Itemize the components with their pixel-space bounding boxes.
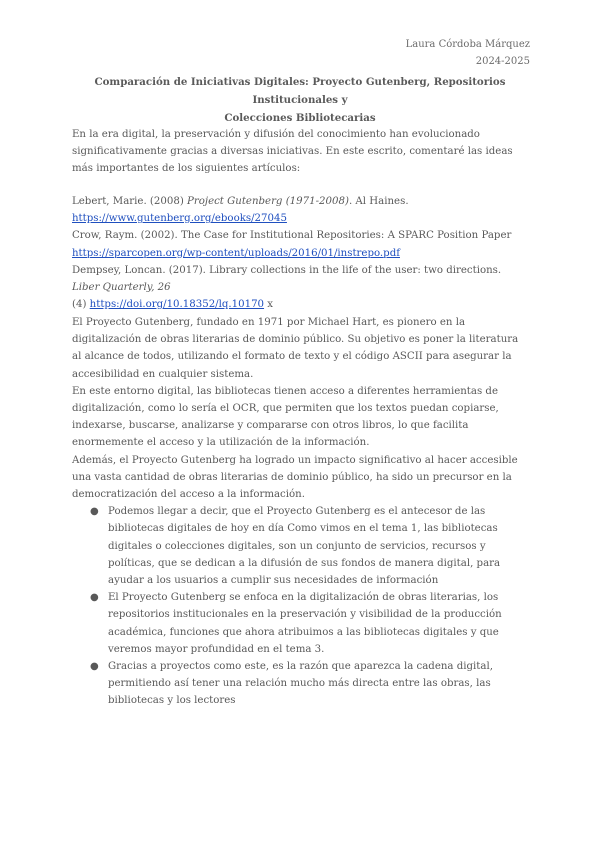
list-item <box>72 658 530 710</box>
title-line-2: Colecciones Bibliotecarias <box>224 112 376 124</box>
document-title <box>80 73 520 127</box>
bullet-icon: ● <box>90 661 99 673</box>
reference-2 <box>72 227 530 244</box>
reference-1 <box>72 193 530 210</box>
reference-3-journal: Liber Quarterly, 26 <box>72 282 171 294</box>
reference-3-text: Dempsey, Loncan. (2017). Library collections in the life of the user: two directions. <box>72 264 502 276</box>
list-item-text: Gracias a proyectos como este, es la razón que aparezca la cadena digital, permitiendo así tener una relación mucho más directa entre las obras, las bibliotecas y los lectores <box>108 661 493 707</box>
main-paragraph-1: El Proyecto Gutenberg, fundado en 1971 por Michael Hart, es pionero en la digitalización de obras literarias de dominio público. Su objetivo es poner la literatura al alcance de todos, utilizando el formato de texto y el código ASCII para asegurar la accesibilidad en cualquier sistema. <box>72 317 519 380</box>
reference-1-text: Lebert, Marie. (2008) <box>72 196 188 207</box>
list-item <box>72 589 530 658</box>
list-item <box>72 503 530 589</box>
academic-year: 2024-2025 <box>475 56 530 67</box>
reference-1-link-line <box>72 210 530 227</box>
reference-3 <box>72 262 530 296</box>
bullet-icon: ● <box>90 592 99 604</box>
reference-3-suffix: x <box>264 299 274 311</box>
intro-section <box>72 126 530 178</box>
reference-1-link[interactable]: https://www.gutenberg.org/ebooks/27045 <box>72 213 287 225</box>
intro-paragraph: En la era digital, la preservación y difusión del conocimiento han evolucionado significativamente gracias a diversas iniciativas. En este escrito, comentaré las ideas más importantes de los siguientes artículos: <box>72 129 513 175</box>
reference-2-text: Crow, Raym. (2002). The Case for Institutional Repositories: A SPARC Position Paper <box>72 230 512 242</box>
list-item-text: El Proyecto Gutenberg se enfoca en la digitalización de obras literarias, los repositorios institucionales en la preservación y visibilidad de la producción académica, funciones que ahora atribuimos a las bibliotecas digitales y que veremos mayor profundidad en el tema 3. <box>108 592 502 655</box>
reference-3-link[interactable]: https://doi.org/10.18352/lq.10170 <box>89 299 265 311</box>
main-paragraph-3: Además, el Proyecto Gutenberg ha logrado un impacto significativo al hacer accesible una vasta cantidad de obras literarias de dominio público, ha sido un precursor en la democratización del acceso a la información. <box>72 454 518 501</box>
page-header <box>406 36 530 70</box>
main-paragraph-2: En este entorno digital, las bibliotecas tienen acceso a diferentes herramientas de digitalización, como lo sería el OCR, que permiten que los textos puedan copiarse, indexarse, buscarse, analizarse y compararse con otros libros, lo que facilita enormemente el acceso y la utilización de la información. <box>72 385 499 449</box>
reference-3-issue: (4) <box>72 299 90 311</box>
bullet-list <box>72 503 530 709</box>
reference-2-link-line <box>72 245 530 262</box>
references-section <box>72 193 530 313</box>
reference-1-publisher: . Al Haines. <box>348 196 409 207</box>
reference-3-link-line <box>72 296 530 313</box>
reference-2-link[interactable]: https://sparcopen.org/wp-content/uploads/2016/01/instrepo.pdf <box>72 247 400 259</box>
author-name: Laura Córdoba Márquez <box>405 39 530 50</box>
main-section <box>72 314 530 710</box>
title-line-1: Comparación de Iniciativas Digitales: Proyecto Gutenberg, Repositorios Institucionales y <box>94 76 506 106</box>
reference-1-title: Project Gutenberg (1971-2008) <box>187 196 349 207</box>
bullet-icon: ● <box>90 506 99 518</box>
list-item-text: Podemos llegar a decir, que el Proyecto Gutenberg es el antecesor de las bibliotecas digitales de hoy en día Como vimos en el tema 1, las bibliotecas digitales o colecciones digitales, son un conjunto de servicios, recursos y políticas, que se dedican a la difusión de sus fondos de manera digital, para ayudar a los usuarios a cumplir sus necesidades de información <box>108 506 501 587</box>
